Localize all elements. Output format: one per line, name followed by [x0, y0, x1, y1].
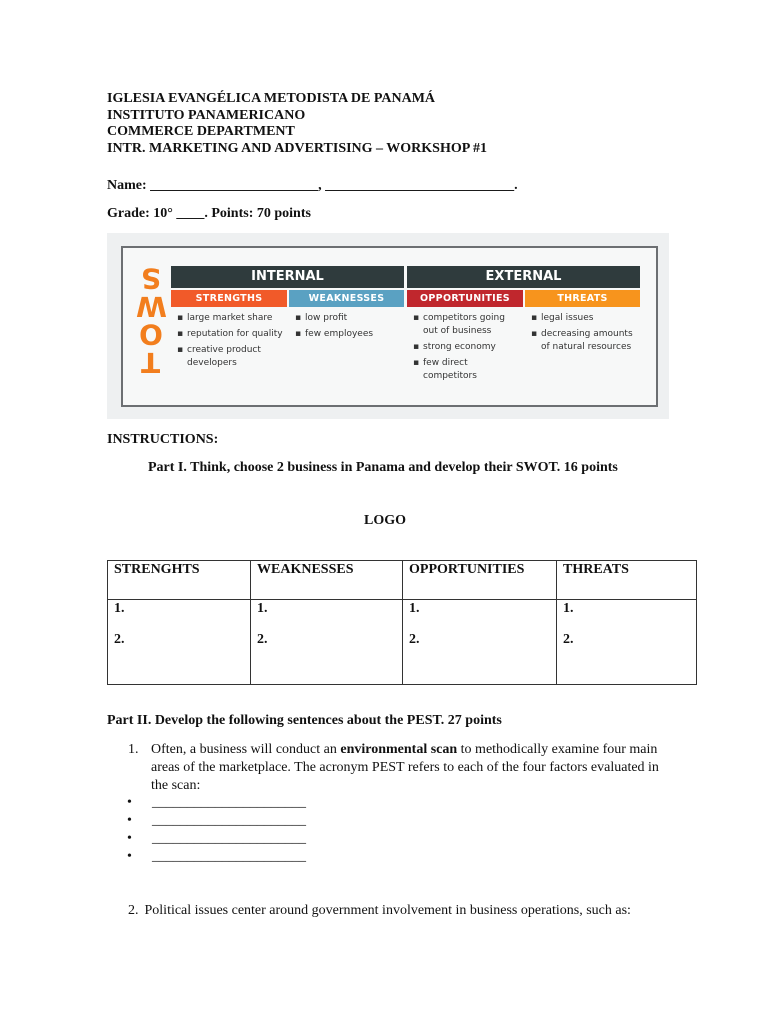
external-header: EXTERNAL: [407, 266, 640, 288]
grade-line: Grade: 10° ____. Points: 70 points: [107, 206, 311, 221]
weaknesses-list: [295, 312, 403, 344]
opportunity-item: ▪ strong economy: [413, 341, 518, 354]
question-number: 1.: [128, 742, 139, 757]
document-header: [107, 91, 487, 157]
swot-vertical-title: [131, 262, 171, 379]
swot-letter: W: [135, 290, 167, 323]
bold-term: environmental scan: [340, 742, 458, 757]
threats-list: [531, 312, 639, 357]
swot-letter: O: [139, 318, 163, 351]
strength-item: ▪ creative product developers: [177, 344, 285, 370]
weaknesses-header: WEAKNESSES: [289, 290, 404, 307]
swot-graphic: [107, 233, 669, 419]
threat-item: ▪ decreasing amounts of natural resources: [531, 328, 639, 354]
swot-letter: S: [140, 262, 162, 295]
question-text: Often, a business will conduct an environmental scan to methodically examine four main areas of the marketplace. The acronym PEST refers to each of the four factors evaluated in the scan:: [151, 742, 659, 793]
table-cell-strengths[interactable]: 1. 2.: [108, 600, 251, 685]
table-cell-threats[interactable]: 1. 2.: [557, 600, 697, 685]
table-header-cell: OPPORTUNITIES: [403, 561, 557, 600]
swot-letter: T: [141, 346, 161, 379]
opportunities-header: OPPORTUNITIES: [407, 290, 523, 307]
blank-bullet[interactable]: • ______________________: [127, 849, 306, 864]
logo-label: LOGO: [364, 513, 407, 528]
opportunity-item: ▪ few direct competitors: [413, 357, 518, 383]
strength-item: ▪ reputation for quality: [177, 328, 285, 341]
header-workshop: INTR. MARKETING AND ADVERTISING – WORKSHOP #1: [107, 140, 488, 156]
opportunities-list: [413, 312, 518, 386]
table-header-cell: STRENGHTS: [108, 561, 251, 600]
internal-header: INTERNAL: [171, 266, 404, 288]
blank-bullet[interactable]: • ______________________: [127, 795, 306, 810]
blank-bullet[interactable]: • ______________________: [127, 831, 306, 846]
header-department: COMMERCE DEPARTMENT: [107, 124, 295, 139]
strengths-header: STRENGTHS: [171, 290, 287, 307]
weakness-item: ▪ low profit: [295, 312, 403, 325]
header-institute: INSTITUTO PANAMERICANO: [107, 107, 306, 123]
table-cell-weaknesses[interactable]: 1. 2.: [251, 600, 403, 685]
question-2: [128, 903, 631, 919]
blank-bullet[interactable]: • ______________________: [127, 813, 306, 828]
question-number: 2.: [128, 903, 139, 918]
table-cell-opportunities[interactable]: 1. 2.: [403, 600, 557, 685]
question-1: [128, 741, 668, 795]
table-header-row: [108, 561, 697, 600]
table-header-cell: WEAKNESSES: [251, 561, 403, 600]
opportunity-item: ▪ competitors going out of business: [413, 312, 518, 338]
part1-title: Part I. Think, choose 2 business in Panama and develop their SWOT. 16 points: [148, 460, 618, 475]
table-header-cell: THREATS: [557, 561, 697, 600]
strengths-list: [177, 312, 285, 373]
name-line: Name: ________________________, ___________________________.: [107, 178, 518, 193]
instructions-label: INSTRUCTIONS:: [107, 432, 219, 447]
header-church: IGLESIA EVANGÉLICA METODISTA DE PANAMÁ: [107, 91, 436, 106]
part2-title: Part II. Develop the following sentences about the PEST. 27 points: [107, 713, 502, 728]
table-row: [108, 600, 697, 685]
weakness-item: ▪ few employees: [295, 328, 403, 341]
swot-frame: [121, 246, 658, 407]
question-text: Political issues center around government involvement in business operations, such as:: [144, 903, 631, 918]
threat-item: ▪ legal issues: [531, 312, 639, 325]
threats-header: THREATS: [525, 290, 640, 307]
strength-item: ▪ large market share: [177, 312, 285, 325]
swot-answer-table: [107, 560, 697, 685]
